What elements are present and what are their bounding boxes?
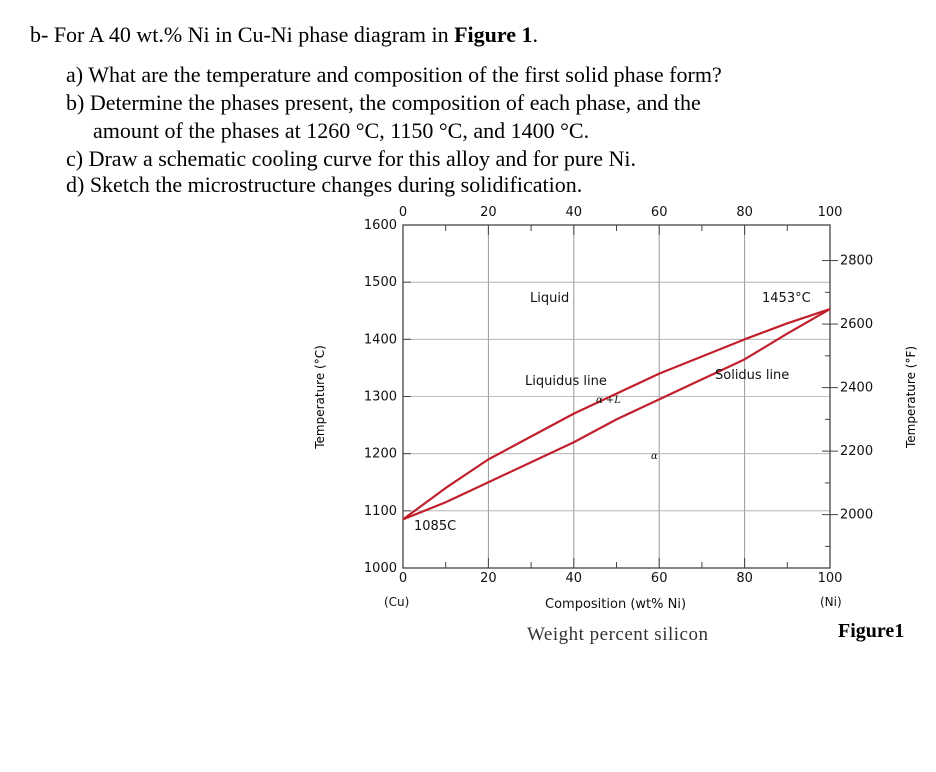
x-tick-label-bottom: 80	[736, 571, 753, 586]
y-tick-label: 1600	[363, 218, 397, 233]
figure-reference: Figure 1	[454, 22, 533, 47]
y2-tick-label: 2400	[840, 380, 874, 396]
y2-tick-label: 2200	[840, 444, 874, 460]
y2-tick-label: 2600	[840, 317, 874, 333]
y-tick-label: 1100	[363, 503, 397, 519]
y-tick-label: 1200	[363, 446, 397, 462]
question-a: a) What are the temperature and composition of the first solid phase form?	[66, 62, 722, 87]
cu-melting-label: 1085C	[414, 519, 457, 534]
series	[403, 309, 830, 519]
y-tick-label: 1500	[363, 275, 397, 291]
bottom-axis-label: Composition (wt% Ni)	[545, 597, 687, 612]
x-tick-label-bottom: 60	[650, 571, 668, 586]
right-axis-label: Temperature (°F)	[904, 345, 919, 449]
y-tick-label: 1000	[363, 561, 397, 576]
x-tick-label-top: 100	[817, 205, 843, 220]
question-b-line2: amount of the phases at 1260 °C, 1150 °C, and 1400 °C.	[93, 118, 590, 143]
x-tick-label-bottom: 0	[398, 571, 408, 586]
x-tick-label-bottom: 40	[565, 571, 583, 586]
y-tick-label: 1400	[363, 332, 397, 348]
ni-end-label: (Ni)	[820, 595, 842, 609]
question-b-line1: b) Determine the phases present, the composition of each phase, and the	[66, 90, 701, 115]
y-tick-label: 1300	[363, 389, 397, 405]
y2-tick-label: 2000	[840, 507, 874, 523]
liquidus-label: Liquidus line	[525, 374, 607, 389]
left-axis-label: Temperature (°C)	[312, 345, 327, 449]
x-tick-label-top: 40	[565, 205, 583, 220]
x-tick-label-top: 20	[480, 205, 497, 220]
ni-melting-label: 1453°C	[762, 291, 811, 306]
two-phase-label: α +L	[596, 395, 621, 406]
question-d: d) Sketch the microstructure changes during solidification.	[66, 172, 583, 197]
question-prefix: b- For A 40 wt.% Ni in Cu-Ni phase diagram in	[30, 22, 455, 47]
x-tick-label-top: 60	[650, 205, 668, 220]
question-suffix: .	[532, 22, 538, 47]
x-tick-label-top: 0	[398, 205, 408, 220]
figure-caption: Figure1	[838, 620, 905, 642]
stray-axis-text: Weight percent silicon	[527, 624, 709, 645]
liquidus-line	[403, 309, 830, 519]
cu-end-label: (Cu)	[384, 595, 410, 609]
question-c: c) Draw a schematic cooling curve for this alloy and for pure Ni.	[66, 146, 636, 171]
liquid-label: Liquid	[530, 291, 570, 306]
x-tick-label-top: 80	[736, 205, 753, 220]
y2-tick-label: 2800	[840, 253, 874, 269]
solidus-label: Solidus line	[715, 368, 790, 383]
x-tick-label-bottom: 20	[480, 571, 497, 586]
solidus-line	[403, 309, 830, 519]
x-tick-label-bottom: 100	[817, 571, 843, 586]
alpha-label: α	[651, 451, 658, 462]
